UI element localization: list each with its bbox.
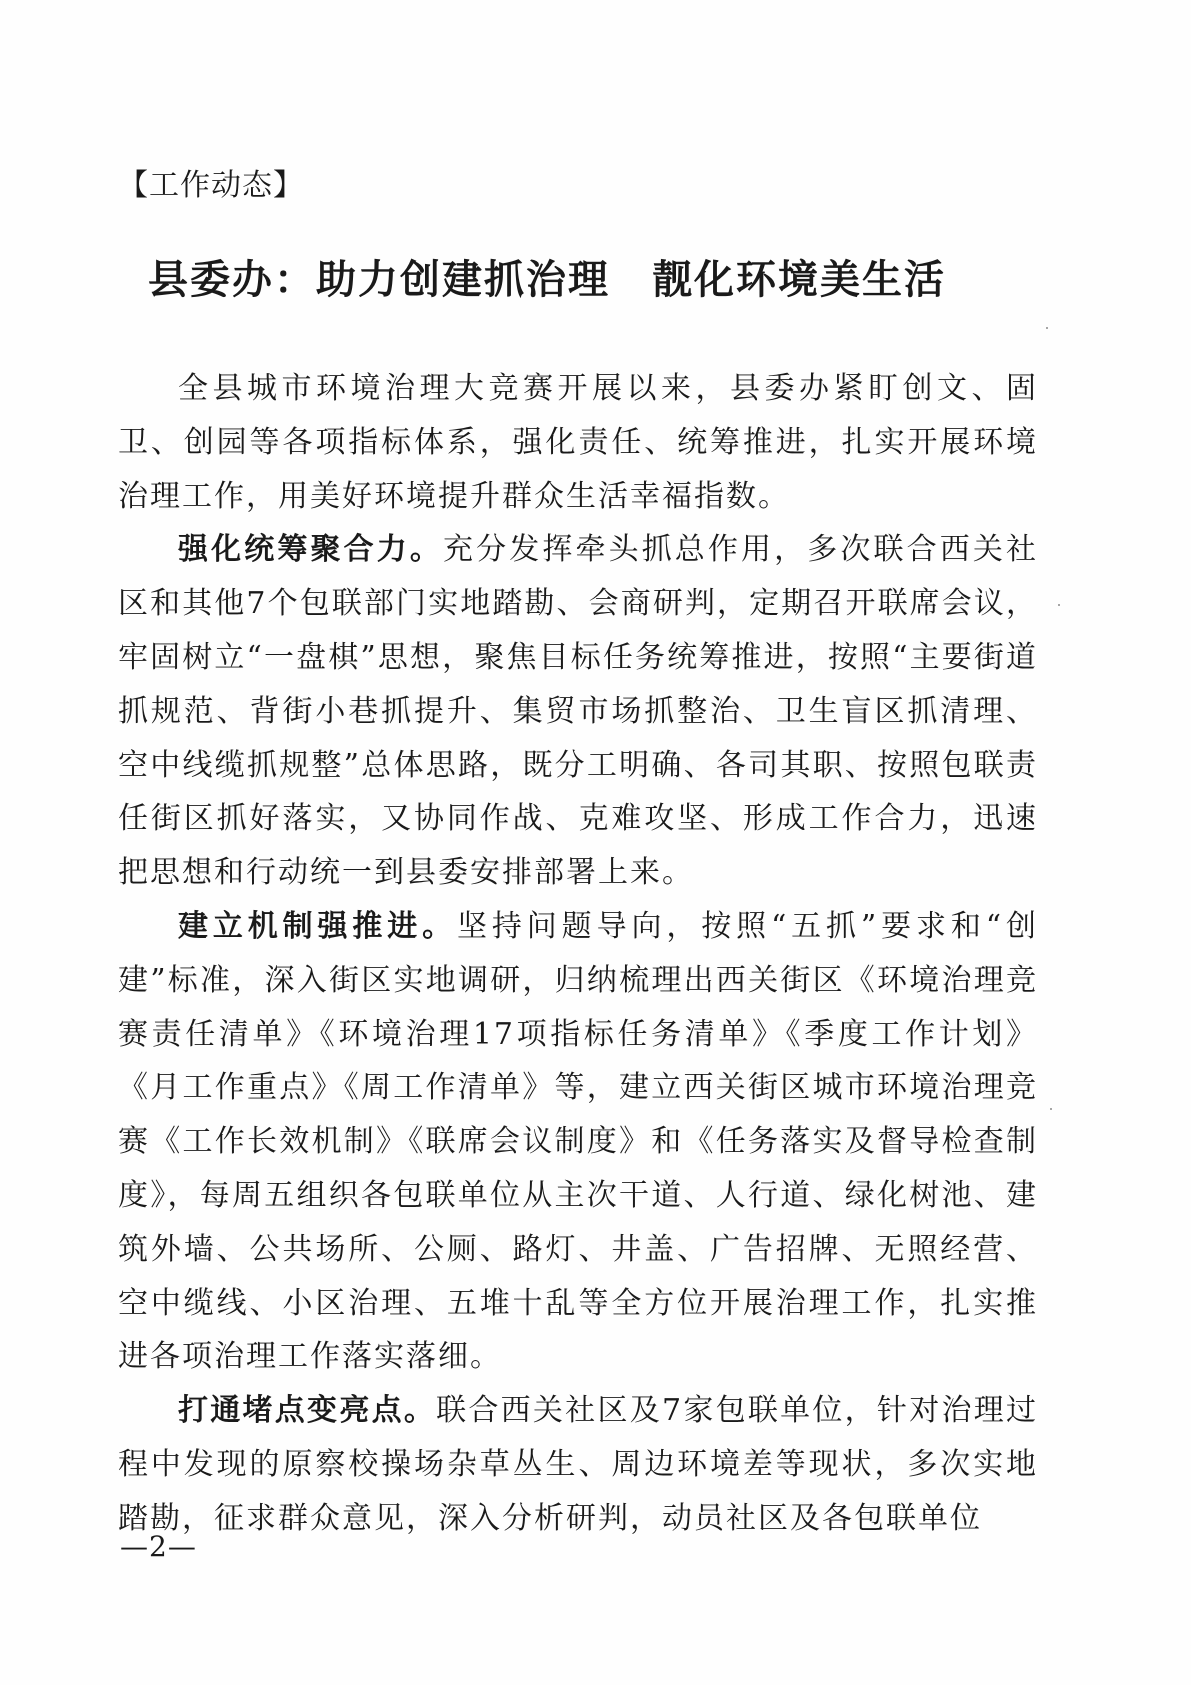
page-title: 县委办：助力创建抓治理 靓化环境美生活 — [148, 256, 946, 303]
page-number: —2— — [120, 1530, 197, 1563]
scan-speck — [1058, 604, 1060, 606]
paragraph-bottlenecks — [118, 1384, 1038, 1545]
paragraph-lead: 建立机制强推进。 — [178, 908, 458, 944]
paragraph-text: 坚持问题导向，按照“五抓”要求和“创建”标准，深入街区实地调研，归纳梳理出西关街区《环境治理竞赛责任清单》《环境治理17项指标任务清单》《季度工作计划》《月工作重点》《周工作清单》等，建立西关街区城市环境治理竞赛《工作长效机制》《联席会议制度》和《任务落实及督导检查制度》，每周五组织各包联单位从主次干道、人行道、绿化树池、建筑外墙、公共场所、公厕、路灯、井盖、广告招牌、无照经营、空中缆线、小区治理、五堆十乱等全方位开展治理工作，扎实推进各项治理工作落实落细。 — [118, 908, 1039, 1375]
paragraph-text: 联合西关社区及7家包联单位，针对治理过程中发现的原察校操场杂草丛生、周边环境差等现状，多次实地踏勘，征求群众意见，深入分析研判，动员社区及各包联单位 — [118, 1393, 1038, 1536]
paragraph-text: 充分发挥牵头抓总作用，多次联合西关社区和其他7个包联部门实地踏勘、会商研判，定期召开联席会议，牢固树立“一盘棋”思想，聚焦目标任务统筹推进，按照“主要街道抓规范、背街小巷抓提升、集贸市场抓整治、卫生盲区抓清理、空中线缆抓规整”总体思路，既分工明确、各司其职、按照包联责任街区抓好落实，又协同作战、克难攻坚、形成工作合力，迅速把思想和行动统一到县委安排部署上来。 — [118, 532, 1039, 891]
section-tag: 【工作动态】 — [118, 168, 304, 203]
document-body — [118, 362, 1038, 1546]
scan-speck — [1050, 1108, 1052, 1110]
paragraph-text: 全县城市环境治理大竞赛开展以来，县委办紧盯创文、固卫、创园等各项指标体系，强化责任、统筹推进，扎实开展环境治理工作，用美好环境提升群众生活幸福指数。 — [118, 371, 1038, 514]
paragraph-mechanism — [118, 900, 1038, 1384]
paragraph-coordination — [118, 523, 1038, 900]
paragraph-intro — [118, 362, 1038, 523]
scan-speck — [1046, 327, 1048, 329]
paragraph-lead: 强化统筹聚合力。 — [178, 532, 443, 568]
paragraph-lead: 打通堵点变亮点。 — [178, 1393, 437, 1429]
